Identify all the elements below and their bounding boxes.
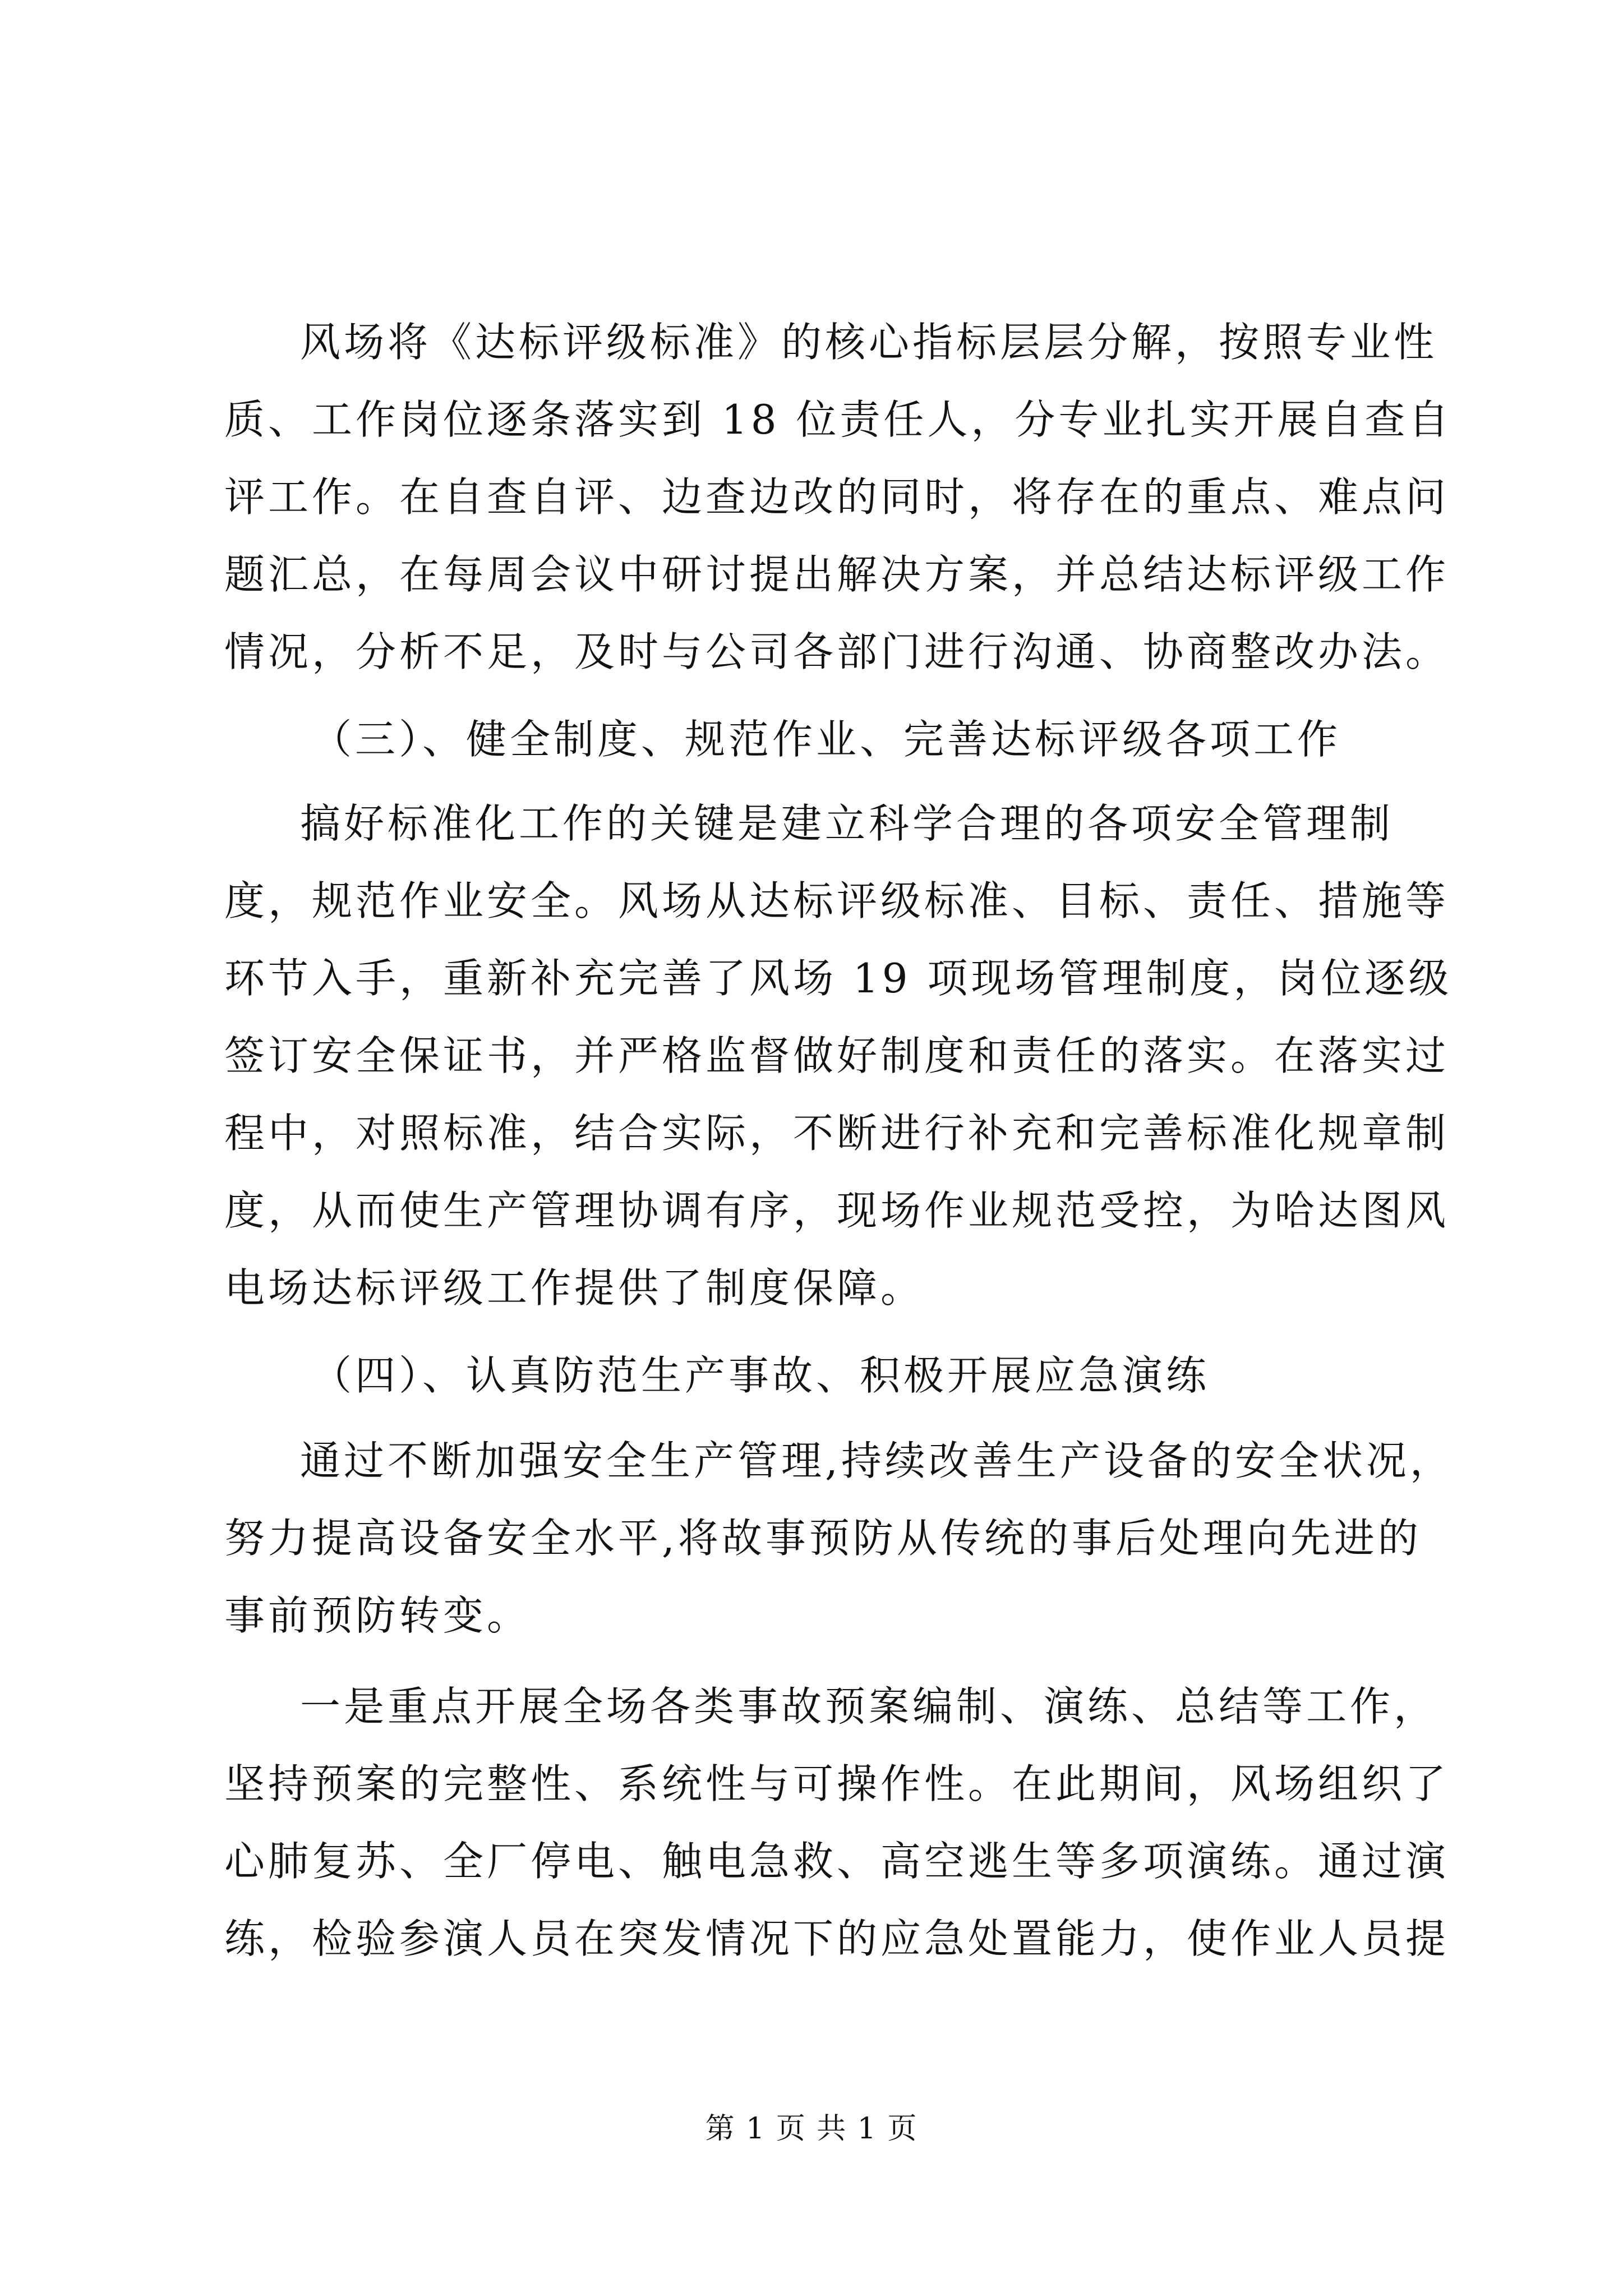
page-number-footer: 第 1 页 共 1 页 bbox=[705, 2112, 918, 2146]
section-heading: （四）、认真防范生产事故、积极开展应急演练 bbox=[311, 1352, 1210, 1399]
text-line: 坚持预案的完整性、系统性与可操作性。在此期间，风场组织了 bbox=[224, 1760, 1450, 1807]
text-line: 事前预防转变。 bbox=[224, 1592, 531, 1639]
text-line: 心肺复苏、全厂停电、触电急救、高空逃生等多项演练。通过演 bbox=[224, 1838, 1450, 1885]
text-line: 一是重点开展全场各类事故预案编制、演练、总结等工作， bbox=[300, 1683, 1438, 1730]
text-line: 质、工作岗位逐条落实到 18 位责任人，分专业扎实开展自查自 bbox=[224, 396, 1453, 443]
text-line: 风场将《达标评级标准》的核心指标层层分解，按照专业性 bbox=[300, 319, 1438, 366]
text-line: 程中，对照标准，结合实际，不断进行补充和完善标准化规章制 bbox=[224, 1110, 1450, 1157]
section-heading: （三）、健全制度、规范作业、完善达标评级各项工作 bbox=[311, 716, 1341, 763]
text-line: 通过不断加强安全生产管理,持续改善生产设备的安全状况， bbox=[300, 1437, 1454, 1484]
text-line: 度，规范作业安全。风场从达标评级标准、目标、责任、措施等 bbox=[224, 877, 1450, 924]
text-line: 度，从而使生产管理协调有序，现场作业规范受控，为哈达图风 bbox=[224, 1187, 1450, 1234]
text-line: 评工作。在自查自评、边查边改的同时，将存在的重点、难点问 bbox=[224, 473, 1450, 521]
text-line: 练，检验参演人员在突发情况下的应急处置能力，使作业人员提 bbox=[224, 1915, 1450, 1962]
text-line: 电场达标评级工作提供了制度保障。 bbox=[224, 1264, 925, 1312]
text-line: 签订安全保证书，并严格监督做好制度和责任的落实。在落实过 bbox=[224, 1032, 1450, 1079]
text-line: 搞好标准化工作的关键是建立科学合理的各项安全管理制 bbox=[300, 800, 1394, 847]
text-line: 情况，分析不足，及时与公司各部门进行沟通、协商整改办法。 bbox=[224, 628, 1450, 675]
text-line: 努力提高设备安全水平,将故事预防从传统的事后处理向先进的 bbox=[224, 1515, 1422, 1562]
text-line: 环节入手，重新补充完善了风场 19 项现场管理制度，岗位逐级 bbox=[224, 955, 1453, 1002]
text-line: 题汇总，在每周会议中研讨提出解决方案，并总结达标评级工作 bbox=[224, 551, 1450, 598]
